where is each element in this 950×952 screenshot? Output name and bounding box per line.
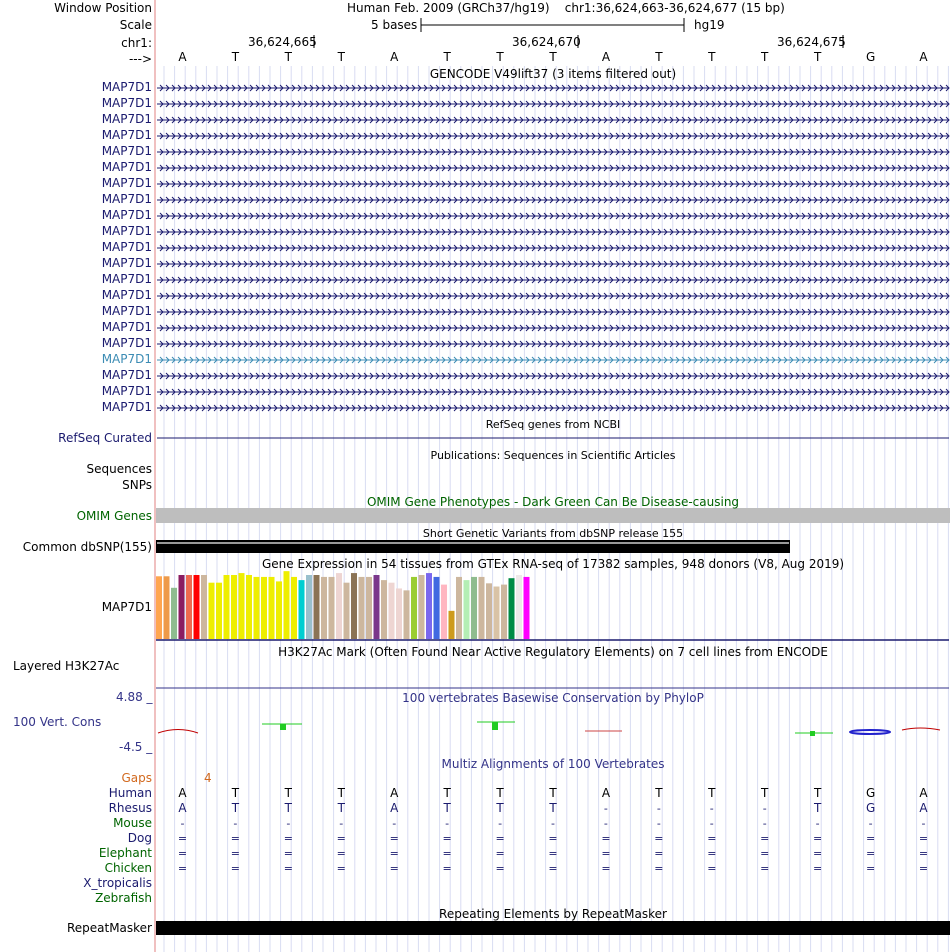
base-letter: T [708,50,716,64]
alignment-base: = [548,847,558,860]
gencode-gene-label[interactable]: MAP7D1 [101,288,152,302]
gencode-gene-label[interactable]: MAP7D1 [101,128,152,142]
alignment-base: = [230,832,240,845]
gtex-bar [284,571,290,639]
alignment-base: - [551,817,555,830]
alignment-base: = [813,832,823,845]
phylop-mark [902,728,940,730]
scale-db: hg19 [694,18,725,32]
gencode-gene-label[interactable]: MAP7D1 [101,368,152,382]
alignment-base: - [445,817,450,830]
alignment-base: - [762,817,767,830]
gtex-bar [216,583,222,639]
alignment-base: - [762,802,767,815]
gtex-bar [239,573,245,639]
alignment-base: = [495,847,505,860]
gtex-bar [171,588,177,639]
repeatmasker-bar [156,921,950,935]
alignment-base: = [177,847,188,860]
alignment-base: = [336,832,346,845]
gtex-bar [449,611,455,639]
gtex-bar [524,577,530,639]
alignment-base: A [178,801,187,815]
alignment-base: = [654,832,664,845]
h3k27ac-track-label[interactable]: Layered H3K27Ac [13,659,120,673]
gtex-gene-label[interactable]: MAP7D1 [101,600,152,614]
gtex-bar [291,577,297,639]
species-label[interactable]: Chicken [104,861,152,875]
alignment-base: A [919,786,928,800]
gencode-gene-label[interactable]: MAP7D1 [101,96,152,110]
alignment-base: T [549,801,557,815]
base-letter: T [231,50,240,64]
phylop-track-label[interactable]: 100 Vert. Cons [13,715,102,729]
alignment-base: A [178,786,187,800]
species-label[interactable]: Elephant [98,846,152,860]
alignment-base: - [233,817,238,830]
alignment-base: T [761,786,769,800]
gtex-bar [299,580,305,639]
species-label[interactable]: Rhesus [108,801,152,815]
phylop-mark [850,730,890,734]
gtex-bar [224,575,230,639]
alignment-base: T [231,786,240,800]
alignment-base: - [709,802,714,815]
species-label[interactable]: Zebrafish [95,891,152,905]
alignment-base: T [284,801,292,815]
alignment-base: = [442,847,452,860]
gtex-bar [344,583,350,639]
gtex-bar [261,577,267,639]
gtex-bar [426,573,432,639]
alignment-base: = [177,832,188,845]
alignment-base: = [389,832,399,845]
gtex-bar [321,577,327,639]
alignment-base: T [443,801,451,815]
alignment-base: = [283,862,293,875]
gtex-bar [231,575,237,639]
h3k27ac-track-title: H3K27Ac Mark (Often Found Near Active Regulatory Elements) on 7 cell lines from ENCODE [278,645,828,659]
alignment-base: = [601,847,611,860]
species-label[interactable]: X_tropicalis [83,876,152,890]
base-letter: A [390,50,399,64]
phylop-max-label: 4.88 _ [116,690,153,704]
gtex-bar [471,577,477,639]
gencode-gene-label[interactable]: MAP7D1 [101,112,152,126]
gtex-bar [156,576,162,639]
species-label[interactable]: Human [108,786,152,800]
gtex-bar [179,575,185,639]
alignment-base: = [442,862,452,875]
base-letter: T [549,50,557,64]
alignment-base: = [918,832,929,845]
alignment-base: = [918,862,929,875]
alignment-base: T [496,801,504,815]
alignment-base: - [868,817,873,830]
window-position-label: Window Position [54,1,152,15]
alignment-base: - [815,817,820,830]
gencode-gene-label[interactable]: MAP7D1 [101,336,152,350]
alignment-base: T [708,786,716,800]
alignment-base: A [919,801,928,815]
omim-track-title: OMIM Gene Phenotypes - Dark Green Can Be Disease-causing [366,495,740,509]
alignment-base: - [286,817,291,830]
scale-label: Scale [119,18,152,32]
multiz-track-title: Multiz Alignments of 100 Vertebrates [441,757,665,771]
gencode-gene-label[interactable]: MAP7D1 [101,304,152,318]
phylop-mark [810,731,815,736]
alignment-base: - [656,802,661,815]
refseq-track-title: RefSeq genes from NCBI [485,418,621,431]
alignment-base: = [177,862,188,875]
alignment-base: T [549,786,557,800]
alignment-base: = [813,847,823,860]
gtex-bar [201,575,207,639]
alignment-base: = [654,847,664,860]
publications-track-title: Publications: Sequences in Scientific Articles [430,449,676,462]
window-position-value: Human Feb. 2009 (GRCh37/hg19) chr1:36,624,663-36,624,677 (15 bp) [347,1,785,15]
phylop-track-title: 100 vertebrates Basewise Conservation by PhyloP [402,691,704,705]
alignment-base: = [389,847,399,860]
gtex-bar [516,575,522,639]
alignment-base: = [442,832,452,845]
gtex-track-title: Gene Expression in 54 tissues from GTEx RNA-seq of 17382 samples, 948 donors (V8, Aug 2019) [261,557,845,571]
base-letter: A [919,50,928,64]
gencode-track-title: GENCODE V49lift37 (3 items filtered out) [429,67,677,81]
alignment-base: - [603,802,608,815]
gtex-bar [404,590,410,639]
alignment-base: = [813,862,823,875]
gtex-bar [381,580,387,639]
chrom-label: chr1: [121,36,152,50]
alignment-base: T [443,786,451,800]
alignment-base: G [865,786,876,800]
dbsnp-track-label[interactable]: Common dbSNP(155) [22,540,152,554]
gencode-gene-label[interactable]: MAP7D1 [101,256,152,270]
gtex-bar [441,585,447,639]
gencode-gene-label[interactable]: MAP7D1 [101,160,152,174]
alignment-base: = [548,862,558,875]
strand-label: ---> [128,52,152,66]
alignment-base: - [603,817,608,830]
alignment-base: T [284,786,292,800]
gtex-bar [359,577,365,639]
gencode-gene-label[interactable]: MAP7D1 [101,272,152,286]
gencode-gene-label[interactable]: MAP7D1 [101,320,152,334]
alignment-base: = [283,832,293,845]
alignment-base: T [655,786,663,800]
gtex-bar [419,575,425,639]
publications-snps-label[interactable]: SNPs [122,478,152,492]
alignment-base: = [283,847,293,860]
base-letter: G [865,50,876,64]
base-letter: T [496,50,504,64]
gaps-count: 4 [204,771,212,785]
phylop-min-label: -4.5 _ [119,740,153,754]
alignment-base: = [654,862,664,875]
gtex-bar [194,575,200,639]
gtex-bar [276,581,282,639]
gencode-gene-label[interactable]: MAP7D1 [101,80,152,94]
alignment-base: T [337,801,345,815]
gtex-bar [269,577,275,639]
alignment-base: - [921,817,926,830]
gtex-bar [246,575,252,639]
gencode-gene-label[interactable]: MAP7D1 [101,352,152,366]
omim-track-label[interactable]: OMIM Genes [76,509,152,523]
alignment-base: = [495,832,505,845]
gtex-bar [254,577,260,639]
alignment-base: - [709,817,714,830]
alignment-base: = [336,862,346,875]
dbsnp-bar-highlight [157,542,789,544]
alignment-base: A [601,786,611,800]
refseq-track-label[interactable]: RefSeq Curated [58,431,152,445]
alignment-base: = [760,862,770,875]
alignment-base: = [707,847,717,860]
omim-bar [156,508,950,523]
gencode-gene-label[interactable]: MAP7D1 [101,240,152,254]
gtex-bar [186,575,192,639]
alignment-base: = [495,862,505,875]
gtex-bar [336,573,342,639]
scale-value: 5 bases [371,18,418,32]
alignment-base: T [813,786,822,800]
gtex-bar [411,577,417,639]
gtex-bar [306,575,312,639]
gaps-label: Gaps [121,771,152,785]
alignment-base: = [230,847,240,860]
alignment-base: = [865,832,876,845]
alignment-base: T [496,786,504,800]
alignment-base: A [390,786,399,800]
gtex-bar [389,583,395,639]
base-letter: T [655,50,663,64]
gtex-bar [314,575,320,639]
alignment-base: - [656,817,661,830]
tick-label: 36,624,675 [777,35,846,49]
alignment-base: - [498,817,503,830]
alignment-base: = [601,862,611,875]
gtex-bar [479,577,485,639]
phylop-mark [492,722,498,730]
alignment-base: T [337,786,345,800]
base-letter: T [443,50,451,64]
alignment-base: = [389,862,399,875]
base-letter: A [601,50,611,64]
repeatmasker-track-label[interactable]: RepeatMasker [66,921,152,935]
alignment-base: = [865,862,876,875]
alignment-base: = [548,832,558,845]
gtex-bar [164,576,170,639]
alignment-base: A [390,801,399,815]
alignment-base: = [865,847,876,860]
gencode-gene-label[interactable]: MAP7D1 [101,144,152,158]
gtex-bar [209,583,215,639]
gtex-bar [396,588,402,639]
base-letter: T [761,50,769,64]
alignment-base: = [707,862,717,875]
alignment-base: = [707,832,717,845]
gencode-gene-label[interactable]: MAP7D1 [101,224,152,238]
alignment-base: = [336,847,346,860]
gtex-bar [509,578,515,639]
gencode-gene-label[interactable]: MAP7D1 [101,400,152,414]
alignment-base: T [231,801,240,815]
gtex-bar [494,587,500,639]
gencode-gene-label[interactable]: MAP7D1 [101,192,152,206]
phylop-mark [280,724,286,730]
alignment-base: = [918,847,929,860]
alignment-base: = [230,862,240,875]
dbsnp-bar [156,540,790,553]
gtex-bar [456,577,462,639]
base-letter: A [178,50,187,64]
alignment-base: - [180,817,185,830]
alignment-base: = [601,832,611,845]
gtex-bar [464,580,470,639]
tick-label: 36,624,670 [512,35,581,49]
tick-label: 36,624,665 [248,35,317,49]
species-label[interactable]: Mouse [113,816,152,830]
base-letter: T [337,50,345,64]
gtex-bar [501,585,507,639]
publications-sequences-label[interactable]: Sequences [86,462,152,476]
alignment-base: T [813,801,822,815]
species-label[interactable]: Dog [127,831,152,845]
dbsnp-track-title: Short Genetic Variants from dbSNP release 155 [422,527,684,540]
alignment-base: G [865,801,876,815]
gencode-gene-label[interactable]: MAP7D1 [101,384,152,398]
base-letter: T [284,50,292,64]
base-letter: T [813,50,822,64]
gtex-bar [434,577,440,639]
gencode-gene-label[interactable]: MAP7D1 [101,176,152,190]
gtex-bar [366,577,372,639]
alignment-base: - [392,817,397,830]
gtex-bar [486,583,492,639]
alignment-base: - [339,817,344,830]
repeatmasker-track-title: Repeating Elements by RepeatMasker [439,907,667,921]
alignment-base: = [760,847,770,860]
gencode-gene-label[interactable]: MAP7D1 [101,208,152,222]
gtex-bar [374,575,380,639]
gtex-bar [351,573,357,639]
alignment-base: = [760,832,770,845]
gtex-bar [329,577,335,639]
